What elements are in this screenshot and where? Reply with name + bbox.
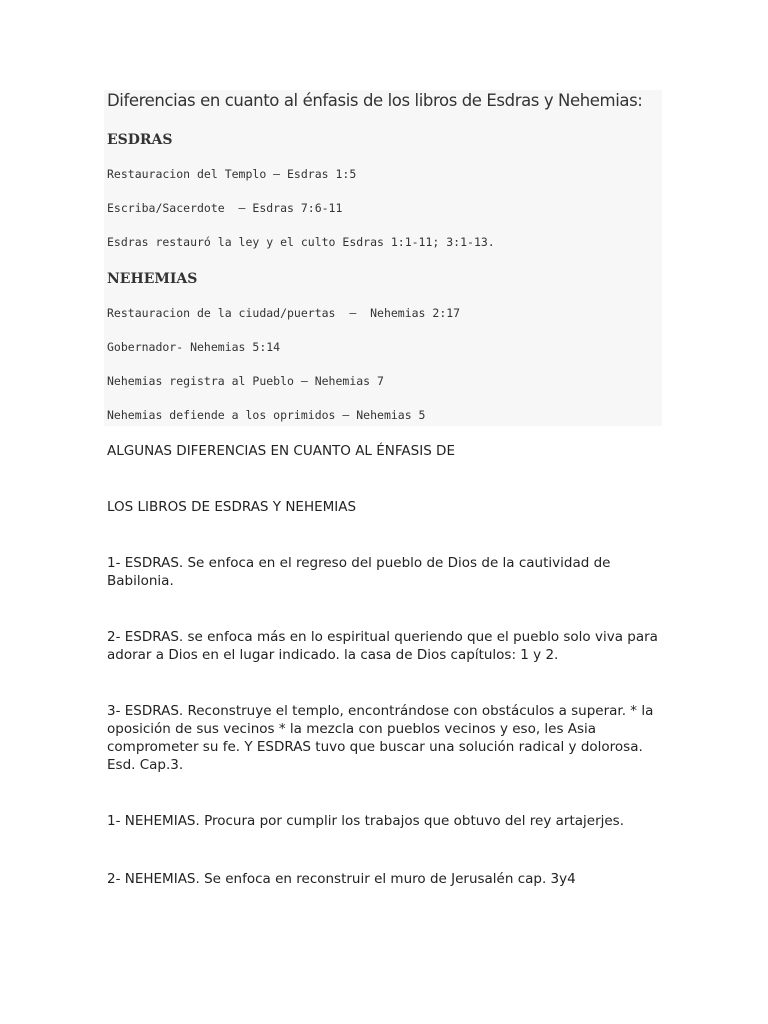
section-heading-line1: ALGUNAS DIFERENCIAS EN CUANTO AL ÉNFASIS DE bbox=[107, 443, 455, 459]
image-title: Diferencias en cuanto al énfasis de los libros de Esdras y Nehemias: bbox=[107, 91, 643, 110]
esdras-item: Escriba/Sacerdote – Esdras 7:6-11 bbox=[107, 201, 343, 215]
nehemias-heading: NEHEMIAS bbox=[107, 271, 198, 287]
embedded-image bbox=[104, 90, 662, 426]
esdras-heading: ESDRAS bbox=[107, 132, 173, 148]
nehemias-item: Gobernador- Nehemias 5:14 bbox=[107, 340, 281, 354]
section-heading-line2: LOS LIBROS DE ESDRAS Y NEHEMIAS bbox=[107, 499, 357, 515]
paragraph-nehemias-1: 1- NEHEMIAS. Procura por cumplir los trabajos que obtuvo del rey artajerjes. bbox=[107, 813, 625, 829]
nehemias-item: Nehemias registra al Pueblo – Nehemias 7 bbox=[107, 374, 384, 388]
esdras-item: Esdras restauró la ley y el culto Esdras 1:1-11; 3:1-13. bbox=[107, 235, 495, 249]
nehemias-item: Nehemias defiende a los oprimidos – Nehemias 5 bbox=[107, 408, 426, 422]
esdras-item: Restauracion del Templo – Esdras 1:5 bbox=[107, 167, 357, 181]
paragraph-nehemias-2: 2- NEHEMIAS. Se enfoca en reconstruir el muro de Jerusalén cap. 3y4 bbox=[107, 871, 576, 887]
paragraph-esdras-1: 1- ESDRAS. Se enfoca en el regreso del pueblo de Dios de la cautividad de Babilonia. bbox=[107, 555, 611, 589]
nehemias-item: Restauracion de la ciudad/puertas – Nehemias 2:17 bbox=[107, 306, 461, 320]
paragraph-esdras-3: 3- ESDRAS. Reconstruye el templo, encontrándose con obstáculos a superar. * la oposición de sus vecinos * la mezcla con pueblos vecinos y eso, les Asia comprometer su fe. Y ESDRAS tuvo que buscar una solución radical y dolorosa. Esd. Cap.3. bbox=[107, 703, 654, 773]
paragraph-esdras-2: 2- ESDRAS. se enfoca más en lo espiritual queriendo que el pueblo solo viva para adorar a Dios en el lugar indicado. la casa de Dios capítulos: 1 y 2. bbox=[107, 629, 658, 663]
